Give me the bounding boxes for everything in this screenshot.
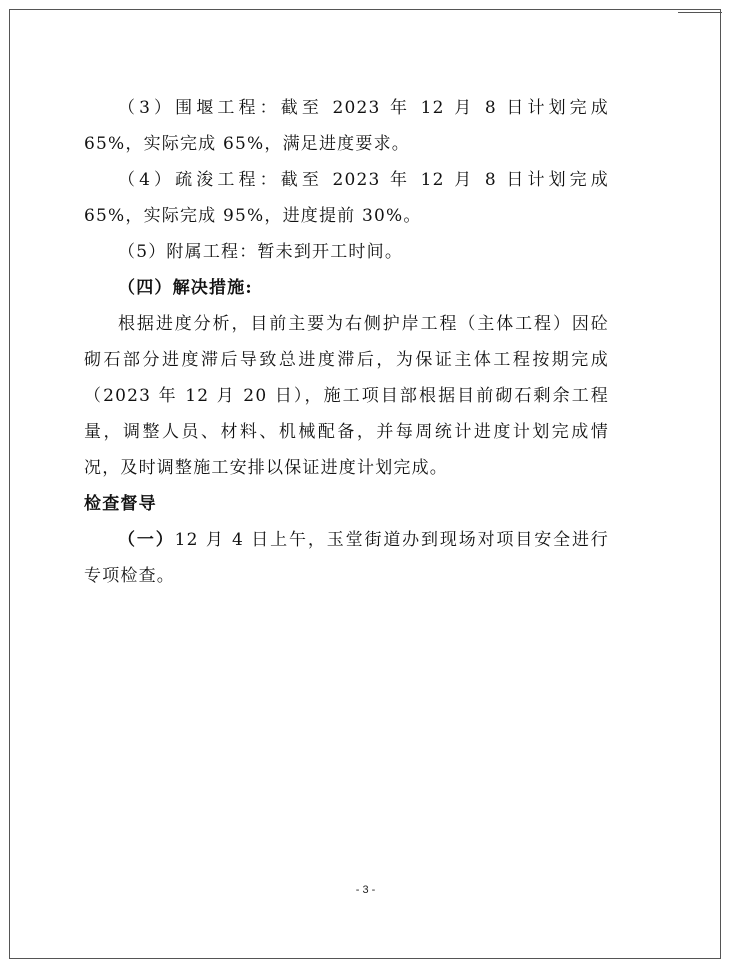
item-text: 12 月 4 日上午，玉堂街道办到现场对项目安全进行专项检查。 [84, 530, 609, 586]
paragraph-inspection-item [84, 522, 609, 594]
section-heading-solutions: （四）解决措施: [118, 278, 253, 298]
header-rule [678, 12, 722, 13]
paragraph-ancillary: （5）附属工程：暂未到开工时间。 [118, 242, 404, 262]
item-number: （一） [118, 530, 175, 550]
paragraph-dredging: （4）疏浚工程：截至 2023 年 12 月 8 日计划完成 65%，实际完成 95%，进度提前 30%。 [84, 170, 609, 226]
document-body [84, 90, 609, 594]
section-heading-inspection: 检查督导 [84, 494, 157, 514]
paragraph-progress-analysis: 根据进度分析，目前主要为右侧护岸工程（主体工程）因砼砌石部分进度滞后导致总进度滞后，为保证主体工程按期完成（2023 年 12 月 20 日），施工项目部根据目前砌石剩余工程量，调整人员、材料、机械配备，并每周统计进度计划完成情况，及时调整施工安排以保证进度计划完成。 [84, 314, 609, 478]
page-number: - 3 - [355, 884, 376, 896]
paragraph-cofferdam: （3）围堰工程：截至 2023 年 12 月 8 日计划完成 65%，实际完成 65%，满足进度要求。 [84, 98, 609, 154]
